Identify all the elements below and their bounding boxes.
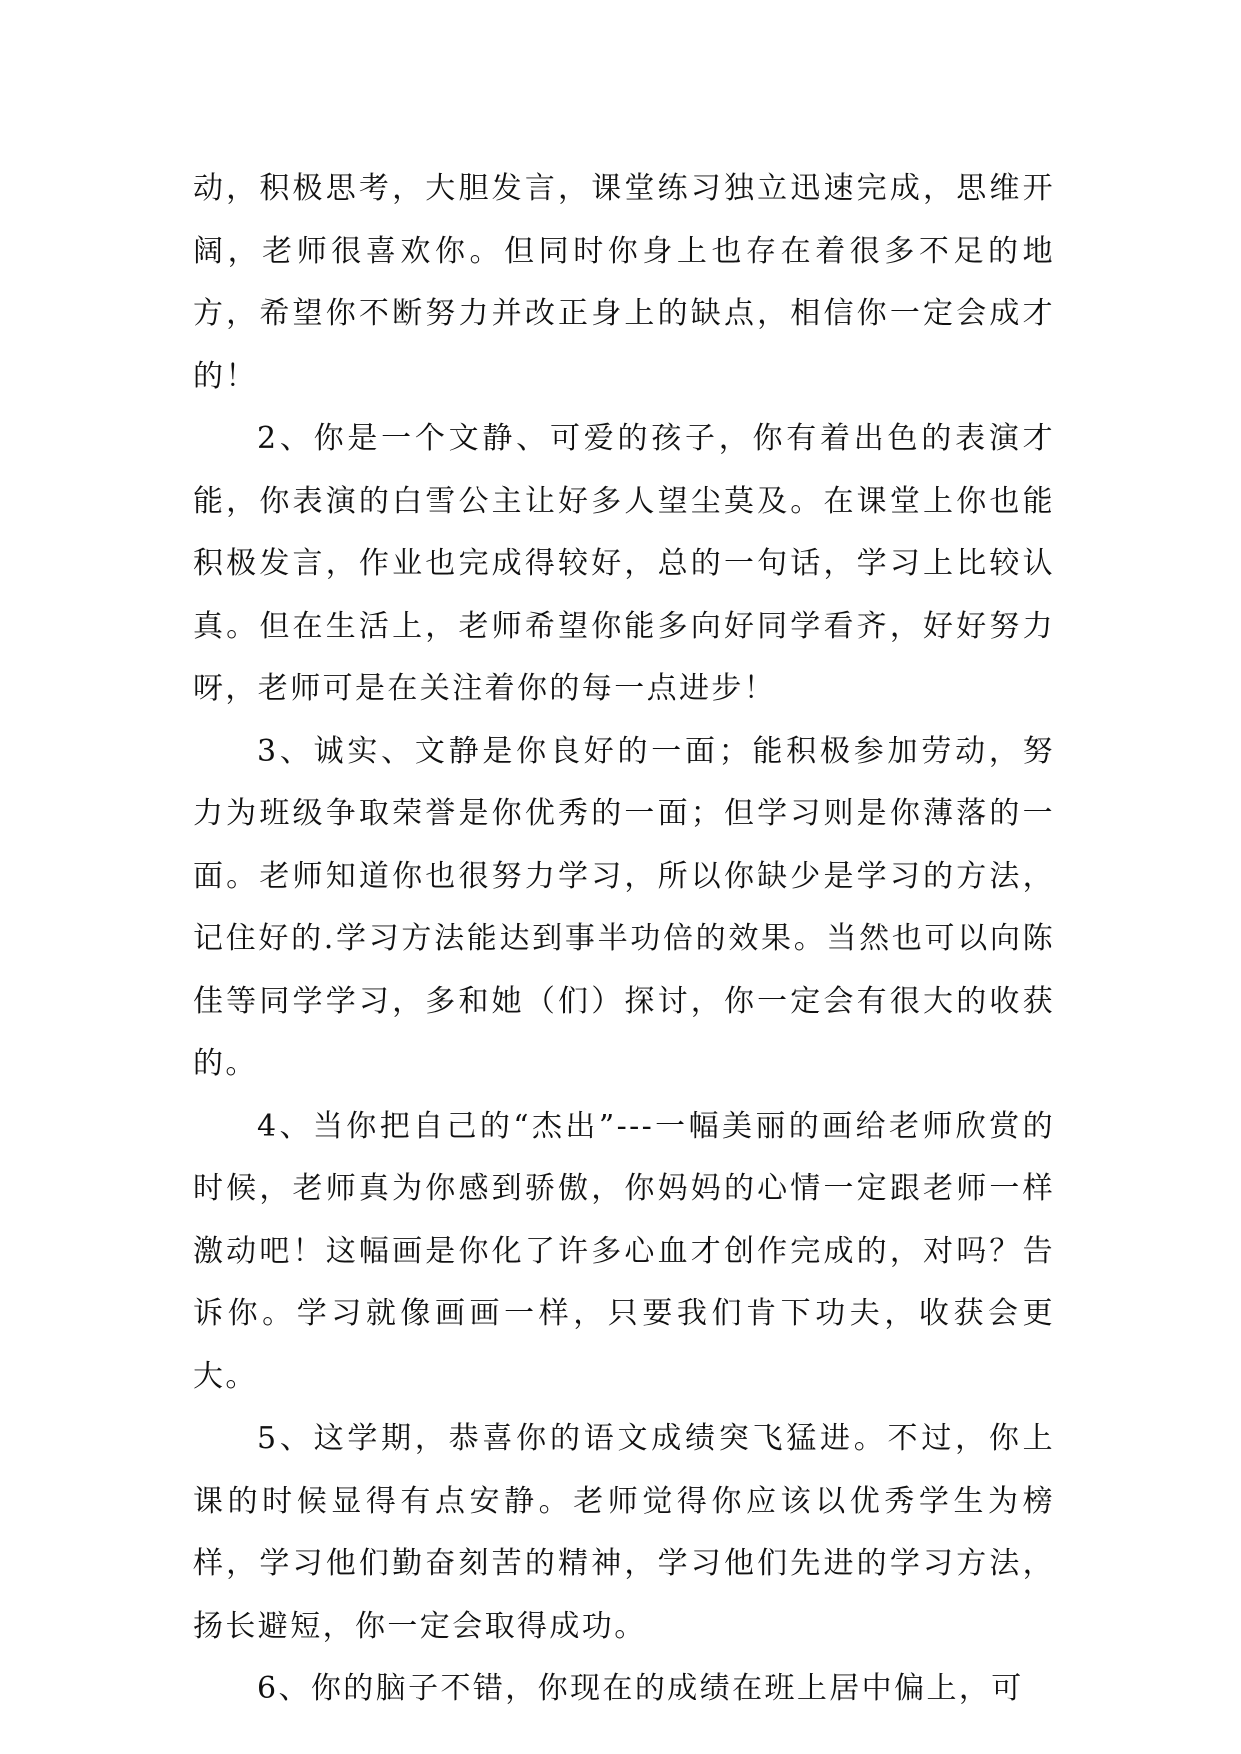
paragraph-4: 4、当你把自己的“杰出”---一幅美丽的画给老师欣赏的时候，老师真为你感到骄傲，你妈妈的心情一定跟老师一样激动吧！这幅画是你化了许多心血才创作完成的，对吗？告诉你。学习就像画画一样，只要我们肯下功夫，收获会更大。 xyxy=(193,1108,1055,1394)
paragraph-3: 3、诚实、文静是你良好的一面；能积极参加劳动，努力为班级争取荣誉是你优秀的一面；但学习则是你薄落的一面。老师知道你也很努力学习，所以你缺少是学习的方法，记住好的.学习方法能达到事半功倍的效果。当然也可以向陈佳等同学学习，多和她（们）探讨，你一定会有很大的收获的。 xyxy=(193,733,1055,1081)
document-page xyxy=(193,158,1055,1721)
paragraph-1-continued: 动，积极思考，大胆发言，课堂练习独立迅速完成，思维开阔，老师很喜欢你。但同时你身上也存在着很多不足的地方，希望你不断努力并改正身上的缺点，相信你一定会成才的！ xyxy=(193,171,1055,394)
paragraph-5: 5、这学期，恭喜你的语文成绩突飞猛进。不过，你上课的时候显得有点安静。老师觉得你应该以优秀学生为榜样，学习他们勤奋刻苦的精神，学习他们先进的学习方法，扬长避短，你一定会取得成功。 xyxy=(193,1421,1055,1644)
paragraph-6: 6、你的脑子不错，你现在的成绩在班上居中偏上，可 xyxy=(257,1671,1024,1706)
paragraph-2: 2、你是一个文静、可爱的孩子，你有着出色的表演才能，你表演的白雪公主让好多人望尘莫及。在课堂上你也能积极发言，作业也完成得较好，总的一句话，学习上比较认真。但在生活上，老师希望你能多向好同学看齐，好好努力呀，老师可是在关注着你的每一点进步！ xyxy=(193,421,1055,706)
